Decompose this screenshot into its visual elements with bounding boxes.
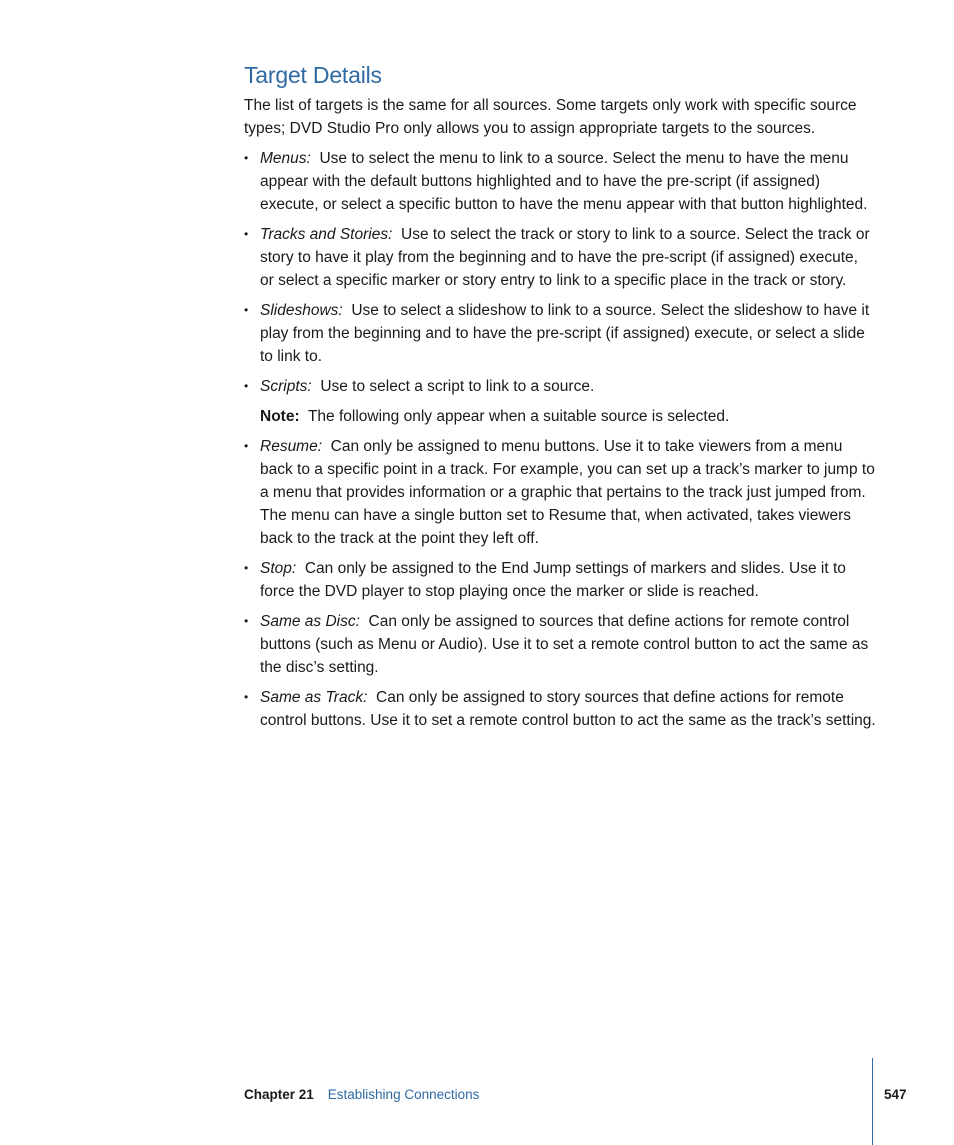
list-item-same-as-track: [244, 686, 876, 732]
item-text: Can only be assigned to story sources that define actions for remote control buttons. Use it to set a remote control button to act the same as the track’s setting.: [260, 689, 876, 729]
page-number: 547: [884, 1087, 907, 1102]
list-item-stop: [244, 557, 876, 603]
list-item-menus: [244, 147, 876, 216]
bullet-icon: •: [244, 151, 249, 165]
targets-list-b: [244, 435, 876, 732]
bullet-icon: •: [244, 227, 249, 241]
bullet-icon: •: [244, 379, 249, 393]
bullet-icon: •: [244, 614, 249, 628]
list-item-resume: [244, 435, 876, 550]
page-content: [244, 60, 876, 739]
item-term: Scripts:: [260, 378, 312, 395]
targets-list-a: [244, 147, 876, 398]
list-item-slideshows: [244, 299, 876, 368]
note-text: The following only appear when a suitable source is selected.: [307, 408, 730, 425]
footer-divider: [872, 1058, 873, 1145]
item-term: Slideshows:: [260, 302, 343, 319]
bullet-icon: •: [244, 561, 249, 575]
item-text: Can only be assigned to sources that define actions for remote control buttons (such as Menu or Audio). Use it to set a remote control button to act the same as the disc’s setting.: [260, 613, 869, 676]
note-label: Note:: [260, 408, 300, 425]
item-term: Menus:: [260, 150, 311, 167]
item-text: Use to select the menu to link to a source. Select the menu to have the menu appear with the default buttons highlighted and to have the pre-script (if assigned) execute, or select a specific button to have the menu appear with that button highlighted.: [260, 150, 868, 213]
item-term: Resume:: [260, 438, 323, 455]
list-item-same-as-disc: [244, 610, 876, 679]
footer-chapter-title: Establishing Connections: [327, 1087, 480, 1102]
footer-chapter: Chapter 21: [244, 1087, 314, 1102]
item-term: Stop:: [260, 560, 297, 577]
list-item-tracks-and-stories: [244, 223, 876, 292]
bullet-icon: •: [244, 439, 249, 453]
note-paragraph: [244, 405, 876, 428]
bullet-icon: •: [244, 690, 249, 704]
bullet-icon: •: [244, 303, 249, 317]
item-text: Use to select a slideshow to link to a source. Select the slideshow to have it play from the beginning and to have the pre-script (if assigned) execute, or select a slide to link to.: [260, 302, 870, 365]
list-item-scripts: [244, 375, 876, 398]
intro-paragraph: The list of targets is the same for all sources. Some targets only work with specific source types; DVD Studio Pro only allows you to assign appropriate targets to the sources.: [244, 97, 857, 137]
item-term: Same as Track:: [260, 689, 368, 706]
page-footer: [244, 1086, 479, 1104]
section-title: Target Details: [244, 62, 382, 88]
item-text: Can only be assigned to menu buttons. Use it to take viewers from a menu back to a specific point in a track. For example, you can set up a track’s marker to jump to a menu that provides information or a graphic that pertains to the track just jumped from. The menu can have a single button set to Resume that, when activated, takes viewers back to the track at the point they left off.: [260, 438, 875, 547]
item-term: Tracks and Stories:: [260, 226, 393, 243]
item-text: Use to select a script to link to a source.: [320, 378, 595, 395]
item-text: Use to select the track or story to link to a source. Select the track or story to have it play from the beginning and to have the pre-script (if assigned) execute, or select a specific marker or story entry to link to a specific place in the track or story.: [260, 226, 870, 289]
item-term: Same as Disc:: [260, 613, 360, 630]
item-text: Can only be assigned to the End Jump settings of markers and slides. Use it to force the DVD player to stop playing once the marker or slide is reached.: [260, 560, 846, 600]
